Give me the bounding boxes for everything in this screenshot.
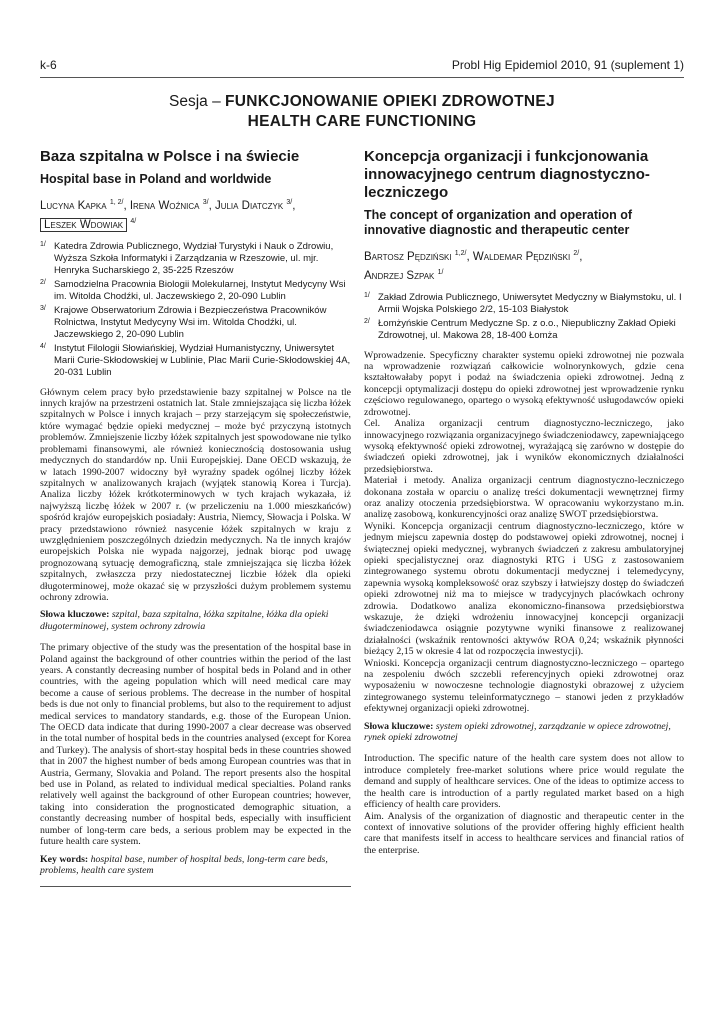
affiliation bbox=[40, 305, 351, 341]
author-sup: 3/ bbox=[202, 199, 209, 206]
journal-citation: Probl Hig Epidemiol 2010, 91 (suplement 1) bbox=[451, 58, 684, 72]
right-keywords-pl bbox=[364, 721, 684, 744]
page-id: k-6 bbox=[40, 58, 57, 72]
author-comma: , bbox=[292, 199, 296, 212]
keywords-text: szpital, baza szpitalna, łóżka szpitalne, łóżka dla opieki długoterminowej, system ochrony zdrowia bbox=[40, 609, 329, 632]
session-prefix: Sesja – bbox=[169, 93, 226, 110]
left-affiliations bbox=[40, 241, 351, 379]
affiliation-text: Łomżyńskie Centrum Medyczne Sp. z o.o., Niepubliczny Zakład Opieki Zdrowotnej, ul. Makowa 28, 18-400 Łomża bbox=[378, 317, 676, 341]
author-diatczyk: , Julia Diatczyk bbox=[208, 199, 287, 212]
session-title bbox=[40, 92, 684, 132]
left-article bbox=[40, 148, 351, 887]
keywords-text: hospital base, number of hospital beds, long-term care beds, problems, health care system bbox=[40, 853, 328, 876]
keywords-text: system opieki zdrowotnej, zarządzanie w opiece zdrowotnej, rynek opieki zdrowotnej bbox=[364, 720, 671, 744]
paragraph-intro-en: Introduction. The specific nature of the health care system does not allow to introduce completely free-market solutions where price would regulate the demand and supply of healthcare services. One of the ideas to optimize access to the health care is introduction of a partly regulated market based on a high efficiency of health care providers. bbox=[364, 753, 684, 811]
affiliation-text: Krajowe Obserwatorium Zdrowia i Bezpieczeństwa Pracowników Rolnictwa, Instytut Medycyny Wsi im. Witolda Chodźki, ul. Jaczewskiego 2, 20-090 Lublin bbox=[54, 304, 327, 340]
author-sup: 2/ bbox=[573, 250, 580, 257]
left-footer-divider bbox=[40, 886, 351, 887]
right-title-en: The concept of organization and operation of innovative diagnostic and therapeutic center bbox=[364, 208, 633, 237]
abstract-en-text: The primary objective of the study was the presentation of the hospital base in Poland against the background of other countries within the period of the last years. A constantly decreasing number of hospital beds in Poland and in other countries, with the ageing population which will need medical care may become a cause of serious problems. The decrease in the number of hospital beds is due not only to financial problems, but also to the requirement to adjust medical services to mandatory standards, e.g. those of the European Union. The OECD data indicate that during 1990-2007 a clear decrease was observed in the total number of hospital beds in the countries analysed (except for Korea and Turkey). The analysis of short-stay hospital beds in these countries showed that in 2007 the highest number of beds among European countries was that in Austria, Germany, Slovakia and Poland. The report presents also the hospital bed use in Poland, as related to individual medical specialties. Poland ranks relatively well against the background of other European countries; however, taking into consideration the prognosticated demographic situation, a constantly decreasing number of hospital beds, especially with insufficient number of long-term care beds, a serious problem may be expected in the future health care system. bbox=[40, 642, 351, 848]
right-article bbox=[364, 148, 684, 856]
left-keywords-en bbox=[40, 854, 351, 877]
author-sup: 4/ bbox=[130, 217, 137, 225]
paragraph-intro-pl: Wprowadzenie. Specyficzny charakter systemu opieki zdrowotnej nie pozwala na wprowadzenie rozwiązań całkowicie wolnorynkowych, gdzie cena kształtowałaby popyt i podaż na świadczenia opieki zdrowotnej. Jedną z koncepcji optymalizacji dostępu do opieki zdrowotnej jest wprowadzenie rynku częściowo regulowanego, opartego o wysoką efektywność usługodawców opieki zdrowotnej. bbox=[364, 349, 684, 418]
paragraph-results-pl: Wyniki. Koncepcja organizacji centrum diagnostyczno-leczniczego, które w jednym miejscu zapewnia dostęp do podstawowej opieki zdrowotnej, nocnej i świątecznej opieki medycznej, wybranych świadczeń z zakresu ambulatoryjnej opieki specjalistycznej oraz diagnostyki RTG i USG z zastosowaniem zintegrowanego systemu obrotu dokumentacji medycznej i telemedycyny, zapewnia wysoką kompleksowość oraz szybszy i łatwiejszy dostęp do świadczeń opieki zdrowotnej niż ma to miejsce w tradycyjnych placówkach ochrony zdrowia. Dodatkowo analiza ekonomiczno-finansowa przedsiębiorstwa wskazuje, że dzięki wdrożeniu innowacyjnej koncepcji organizacji świadczeniodawca osiągnie pozytywne wyniki finansowe z realizowanej działalności (wskaźnik rentowności aktywów ROA 0,24; wskaźnik płynności bieżący 2,15 w okresie 4 lat od rozpoczęcia inwestycji). bbox=[364, 520, 684, 658]
abstract-pl-text: Głównym celem pracy było przedstawienie bazy szpitalnej w Polsce na tle innych krajów na przestrzeni ostatnich lat. Stale zmniejszająca się liczba łóżek szpitalnych w Polsce i innych krajach – przy starzejącym się społeczeństwie, które wymagać będzie opieki medycznej – może być przyczyną istotnych problemów. Zmniejszenie liczby łóżek szpitalnych jest spowodowane nie tylko problemami finansowymi, ale również koniecznością dostosowania usług medycznych do standardów np. Unii Europejskiej. Dane OECD wskazują, że w latach 1990-2007 widoczny był wyraźny spadek ogólnej liczby łóżek szpitalnych w analizowanych krajach (wyjątek stanowią Korea i Turcja). Analiza liczby łóżek krótkoterminowych w tych krajach wykazała, iż najwyższą liczbę łóżek w 2007 r. (w przeliczeniu na 1.000 mieszkańców) spośród krajów europejskich posiadały: Austria, Niemcy, Słowacja i Polska. W pracy przedstawiono również nasycenie łóżek szpitalnych w kraju z uwzględnieniem poszczególnych dziedzin medycznych. Na tle innych krajów europejskich Polska nie wypada najgorzej, jednak biorąc pod uwagę prognozowaną sytuację demograficzną, stale zmniejszająca się liczba łóżek szpitalnych, zwłaszcza przy niedostatecznej liczbie łóżek dla opieki długoterminowej, może okazać się w przyszłości dużym problemem systemu ochrony zdrowia. bbox=[40, 386, 351, 603]
right-authors bbox=[364, 246, 684, 284]
paragraph-methods-pl: Materiał i metody. Analiza organizacji centrum diagnostyczno-leczniczego dokonana została w oparciu o analizę treści dokumentacji wewnętrznej firmy oraz analizy otoczenia przedsiębiorstwa. W opracowaniu wykorzystano m.in. analizę zasobową, konkurencyjności oraz analizę SWOT przedsiębiorstwa. bbox=[364, 475, 684, 521]
session-title-en: HEALTH CARE FUNCTIONING bbox=[247, 113, 477, 130]
affiliation-num: 3/ bbox=[40, 304, 46, 312]
affiliation-text: Instytut Filologii Słowiańskiej, Wydział Humanistyczny, Uniwersytet Marii Curie-Skłodowskiej w Lublinie, Plac Marii Curie-Skłodowskiej 4A, 20-031 Lublin bbox=[54, 342, 351, 378]
right-abstract-en bbox=[364, 753, 684, 856]
paragraph-aim-en: Aim. Analysis of the organization of diagnostic and therapeutic center in the context of innovative solutions of the provider offering highly efficient health care that manifests itself in access to healthcare services and financial ratios of the enterprise. bbox=[364, 810, 684, 856]
affiliation bbox=[364, 318, 684, 342]
affiliation-num: 2/ bbox=[40, 278, 46, 286]
author-woznica: , Irena Woźnica bbox=[123, 199, 203, 212]
author-kapka: Lucyna Kapka bbox=[40, 199, 110, 212]
author-comma: , bbox=[579, 250, 583, 263]
author-sup: 1,2/ bbox=[454, 250, 467, 257]
author-sup: 1/ bbox=[437, 268, 444, 276]
left-title-pl: Baza szpitalna w Polsce i na świecie bbox=[40, 148, 300, 165]
affiliation bbox=[40, 343, 351, 379]
left-title-en: Hospital base in Poland and worldwide bbox=[40, 172, 272, 186]
affiliation bbox=[40, 241, 351, 277]
affiliation-text: Samodzielna Pracownia Biologii Molekularnej, Instytut Medycyny Wsi im. Witolda Chodźki, ul. Jaczewskiego 2, 20-090 Lublin bbox=[54, 278, 346, 302]
left-keywords-pl bbox=[40, 609, 351, 632]
paragraph-conclusions-pl: Wnioski. Koncepcja organizacji centrum diagnostyczno-leczniczego – opartego na zespoleniu dwóch szczebli referencyjnych opieki zdrowotnej oraz wyposażeniu w nowoczesne technologie diagnostyki obrazowej z użyciem zintegrowanego systemu teleinformatycznego – stanowi jeden z przykładów efektywnej organizacji opieki zdrowotnej. bbox=[364, 657, 684, 715]
right-affiliations bbox=[364, 292, 684, 342]
author-szpak: Andrzej Szpak bbox=[364, 269, 438, 282]
author-w-pedzinski: , Waldemar Pędziński bbox=[466, 250, 574, 263]
affiliation bbox=[364, 292, 684, 316]
affiliation-num: 1/ bbox=[40, 240, 46, 248]
right-title-pl: Koncepcja organizacji i funkcjonowania innowacyjnego centrum diagnostyczno-leczniczego bbox=[364, 148, 650, 201]
keywords-label: Key words: bbox=[40, 853, 89, 865]
author-sup: 1, 2/ bbox=[109, 199, 124, 206]
affiliation-text: Katedra Zdrowia Publicznego, Wydział Turystyki i Nauk o Zdrowiu, Wyższa Szkoła Informatyki i Zarządzania w Rzeszowie, ul. mjr. Henryka Sucharskiego 2, 35-225 Rzeszów bbox=[54, 240, 334, 276]
left-abstract-en bbox=[40, 642, 351, 847]
affiliation-text: Zakład Zdrowia Publicznego, Uniwersytet Medyczny w Białymstoku, ul. I Armii Wojska Polskiego 2/2, 15-103 Białystok bbox=[378, 291, 682, 315]
right-abstract-pl bbox=[364, 350, 684, 715]
affiliation-num: 1/ bbox=[364, 291, 370, 299]
affiliation-num: 4/ bbox=[40, 342, 46, 350]
left-authors bbox=[40, 195, 351, 233]
keywords-label: Słowa kluczowe: bbox=[40, 609, 110, 621]
session-title-pl: FUNKCJONOWANIE OPIEKI ZDROWOTNEJ bbox=[225, 93, 555, 110]
author-b-pedzinski: Bartosz Pędziński bbox=[364, 250, 455, 263]
keywords-label: Słowa kluczowe: bbox=[364, 720, 434, 732]
header-divider bbox=[40, 77, 684, 78]
paragraph-aim-pl: Cel. Analiza organizacji centrum diagnostyczno-leczniczego, jako innowacyjnego rozwiązania organizacyjnego świadczeniodawcy, zapewniającego wysoką efektywność opieki zdrowotnej, wyrażającą się zarówno w dostępie do świadczeń opieki zdrowotnej, jak i wyników ekonomicznych działalności przedsiębiorstwa. bbox=[364, 418, 684, 475]
left-abstract-pl bbox=[40, 387, 351, 604]
affiliation-num: 2/ bbox=[364, 317, 370, 325]
author-wdowiak-boxed: Leszek Wdowiak bbox=[40, 218, 127, 232]
author-sup: 3/ bbox=[286, 199, 293, 206]
affiliation bbox=[40, 279, 351, 303]
